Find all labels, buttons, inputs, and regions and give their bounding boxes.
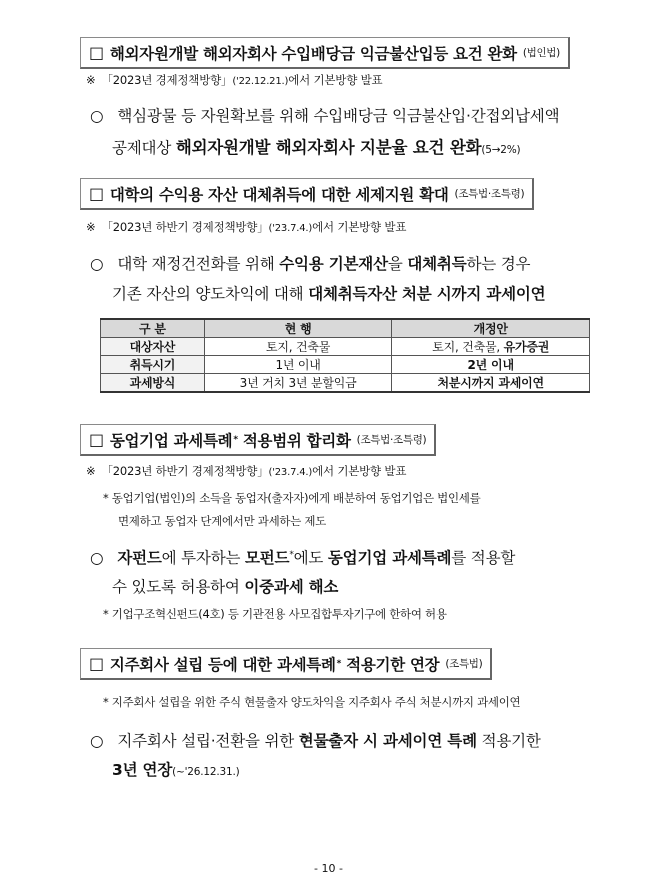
section-title: 대학의 수익용 자산 대체취득에 대한 세제지원 확대	[109, 185, 449, 204]
page-number: - 10 -	[314, 862, 343, 875]
bullet-continuation: 3년 연장(~'26.12.31.)	[112, 761, 240, 779]
bullet-continuation: 기존 자산의 양도차익에 대해 대체취득자산 처분 시까지 과세이연	[112, 285, 546, 303]
revised-cell: 2년 이내	[392, 356, 590, 374]
footnote-line: * 지주회사 설립을 위한 주식 현물출자 양도차익을 지주회사 주식 처분시까지 과세이연	[103, 695, 521, 709]
bullet-continuation: 공제대상 해외자원개발 해외자회사 지분율 요건 완화(5→2%)	[112, 138, 521, 157]
column-header: 현 행	[204, 319, 392, 338]
bullet-circle: ○	[90, 107, 104, 125]
section-title: 해외자원개발 해외자회사 수입배당금 익금불산입등 요건 완화	[109, 44, 517, 63]
checkbox-square-glyph: □	[89, 430, 104, 449]
footnote-continuation: 면제하고 동업자 단계에서만 과세하는 제도	[118, 514, 326, 528]
column-header: 구 분	[101, 319, 205, 338]
row-label: 과세방식	[101, 374, 205, 393]
section-title: 지주회사 설립 등에 대한 과세특례	[109, 655, 336, 674]
section-heading-overseas-resource	[80, 37, 570, 69]
law-tag: (조특법‧조특령)	[454, 188, 525, 200]
section-title: 동업기업 과세특례	[109, 431, 233, 450]
table-row	[101, 356, 590, 374]
law-tag: (조특법)	[445, 658, 483, 670]
bullet-circle: ○	[90, 549, 104, 567]
table-header-row	[101, 319, 590, 338]
checkbox-square-glyph: □	[89, 654, 104, 673]
bullet-line: ○ 자펀드에 투자하는 모펀드*에도 동업기업 과세특례를 적용할	[90, 549, 516, 567]
table-row	[101, 374, 590, 393]
comparison-table	[100, 318, 590, 393]
bullet-circle: ○	[90, 255, 104, 273]
footnote-line: * 기업구조혁신펀드(4호) 등 기관전용 사모집합투자기구에 한하여 허용	[103, 607, 447, 621]
law-tag: (조특법‧조특령)	[356, 434, 427, 446]
current-cell: 3년 거치 3년 분할익금	[204, 374, 392, 393]
current-cell: 토지, 건축물	[204, 338, 392, 356]
bullet-line: ○ 지주회사 설립‧전환을 위한 현물출자 시 과세이연 특례 적용기한	[90, 732, 541, 750]
revised-cell: 토지, 건축물, 유가증권	[392, 338, 590, 356]
row-label: 대상자산	[101, 338, 205, 356]
table-row	[101, 338, 590, 356]
bullet-continuation: 수 있도록 허용하여 이중과세 해소	[112, 578, 339, 596]
bullet-line: ○ 핵심광물 등 자원확보를 위해 수입배당금 익금불산입‧간접외납세액	[90, 107, 560, 125]
bullet-circle: ○	[90, 732, 104, 750]
law-tag: (법인법)	[522, 47, 560, 59]
checkbox-square-glyph: □	[89, 43, 104, 62]
checkbox-square-glyph: □	[89, 184, 104, 203]
bullet-line: ○ 대학 재정건전화를 위해 수익용 기본재산을 대체취득하는 경우	[90, 255, 531, 273]
row-label: 취득시기	[101, 356, 205, 374]
column-header: 개정안	[392, 319, 590, 338]
policy-note: ※ 「2023년 하반기 경제정책방향」('23.7.4.)에서 기본방향 발표	[86, 464, 407, 478]
section-heading-holding-company: □ 지주회사 설립 등에 대한 과세특례 * 적용기한 연장 (조특법)	[80, 648, 492, 680]
section-heading-partnership-taxation: □ 동업기업 과세특례 * 적용범위 합리화 (조특법‧조특령)	[80, 424, 436, 456]
revised-cell: 처분시까지 과세이연	[392, 374, 590, 393]
footnote-line: * 동업기업(법인)의 소득을 동업자(출자자)에게 배분하여 동업기업은 법인세를	[103, 491, 481, 505]
policy-note: ※ 「2023년 하반기 경제정책방향」('23.7.4.)에서 기본방향 발표	[86, 220, 407, 234]
policy-note: ※ 「2023년 경제정책방향」('22.12.21.)에서 기본방향 발표	[86, 73, 383, 87]
section-heading-university-assets	[80, 178, 534, 210]
current-cell: 1년 이내	[204, 356, 392, 374]
